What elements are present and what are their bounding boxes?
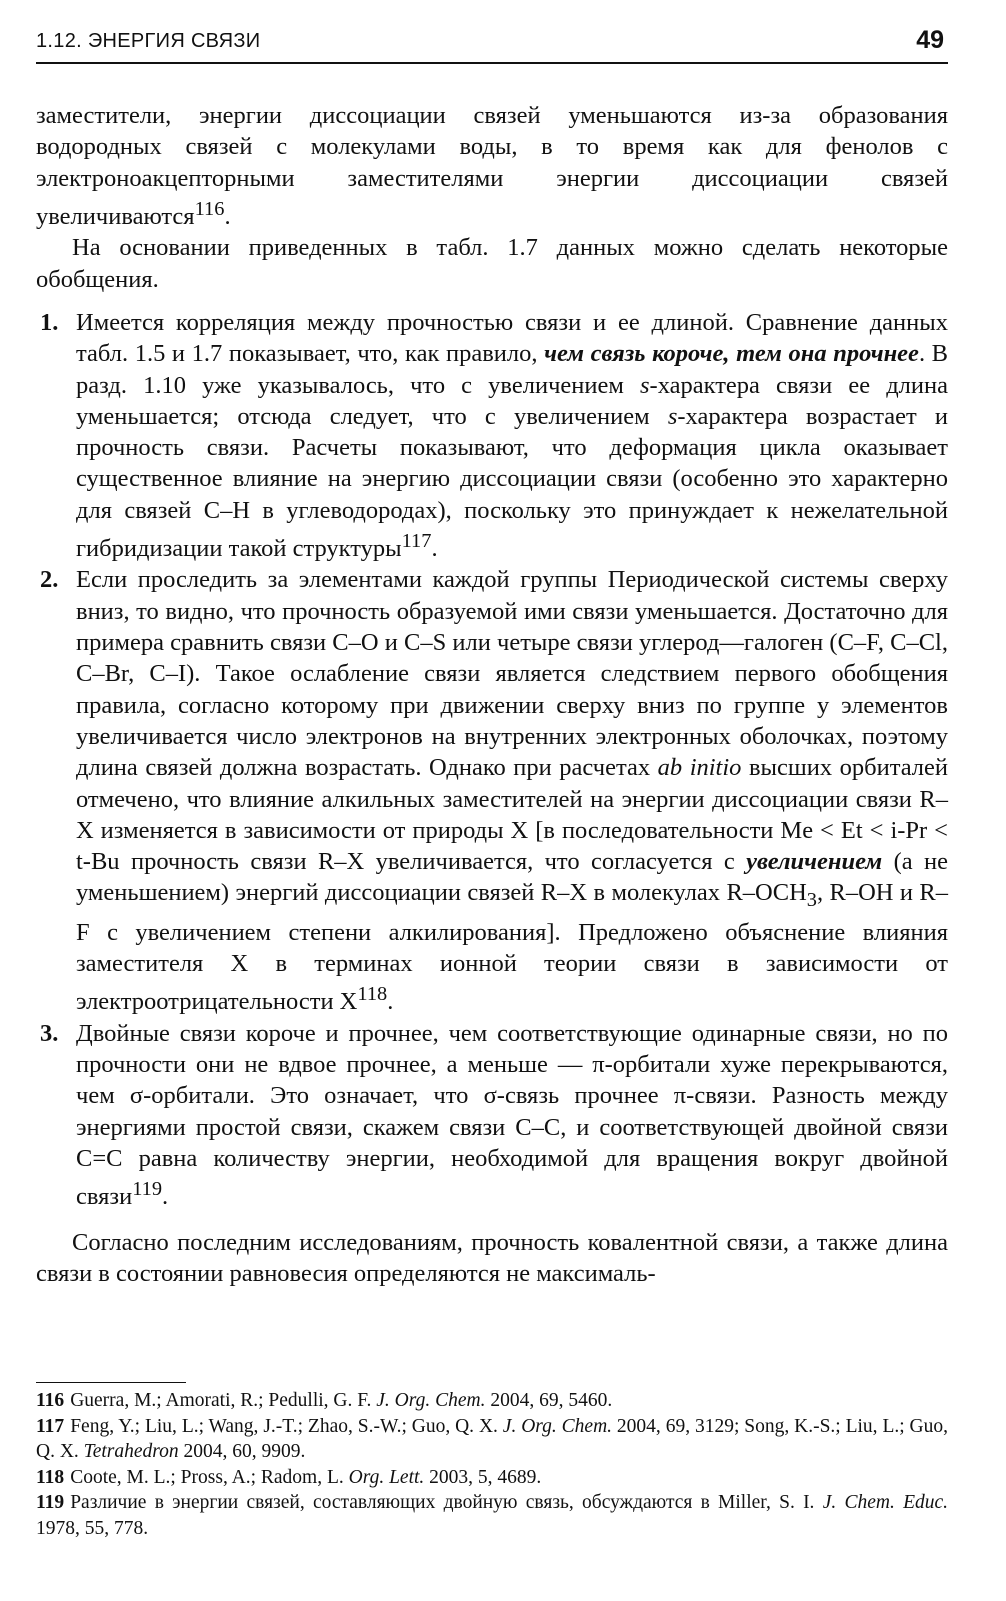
paragraph-final: Согласно последним исследованиям, прочность ковалентной связи, а также длина связи в состоянии равновесия определяются не максималь- xyxy=(36,1228,948,1287)
footnote: 118 Coote, M. L.; Pross, A.; Radom, L. Org. Lett. 2003, 5, 4689. xyxy=(36,1466,542,1488)
list-item: 3. Двойные связи короче и прочнее, чем соответствующие одинарные связи, но по прочности они не вдвое прочнее, а меньше — π-орбитали хуже перекрываются, чем σ-орбитали. Это означает, что σ-связь прочнее π-связи. Разность между энергиями простой связи, скажем связи C–C, и соответствующей двойной связи C=C равна количеству энергии, необходимой для вращения вокруг двойной связи$^{119}$. xyxy=(40,1019,948,1211)
list-item-number: 1. xyxy=(40,308,59,336)
list-item: 1. Имеется корреляция между прочностью связи и ее длиной. Сравнение данных табл. 1.5 и 1.7 показывает, что, как правило, чем связь короче, тем она прочнее. В разд. 1.10 уже указывалось, что с увеличением s-характера связи ее длина уменьшается; отсюда следует, что с увеличением s-характера возрастает и прочность связи. Расчеты показывают, что деформация цикла оказывает существенное влияние на энергию диссоциации связи (особенно это характерно для связей C–H в углеводородах), поскольку это принуждает к нежелательной гибридизации такой структуры$^{117}$. xyxy=(40,308,949,563)
italic-term: ab initio xyxy=(657,754,742,782)
footnote: 117 Feng, Y.; Liu, L.; Wang, J.-T.; Zhao, S.-W.; Guo, Q. X. J. Org. Chem. 2004, 69, 3129; Song, K.-S.; Liu, L.; Guo, Q. X. Tetrahedron 2004, 60, 9909. xyxy=(36,1415,948,1463)
list-item: 2. Если проследить за элементами каждой группы Периодической системы сверху вниз, то видно, что прочность образуемой ими связи уменьшается. Достаточно для примера сравнить связи C–O и C–S или четыре связи углерод—галоген (C–F, C–Cl, C–Br, C–I). Такое ослабление связи является следствием первого обобщения правила, согласно которому при движении сверху вниз по группе у элементов увеличивается число электронов на внутренних электронных оболочках, поэтому длина связей должна возрастать. Однако при расчетах ab initio высших орбиталей отмечено, что влияние алкильных заместителей на энергии диссоциации связи R–X изменяется в зависимости от природы X [в последовательности Me < Et < i-Pr < t-Bu прочность связи R–X увеличивается, что согласуется с увеличением (а не уменьшением) энергий диссоциации связей R–X в молекулах $R-OCH_3$, R–OH и R–F с увеличением степени алкилирования]. Предложено объяснение влияния заместителя X в терминах ионной теории связи в зависимости от электроотрицательности $X^{118}$. xyxy=(40,566,949,1016)
generalizations-list xyxy=(36,307,948,1213)
footnote-ref-119[interactable]: 119 xyxy=(132,1178,163,1201)
emphasis-text: увеличением xyxy=(746,848,883,876)
paragraph-continuation: заместители, энергии диссоциации связей уменьшаются из-за образования водородных связей с молекулами воды, в то время как для фенолов с электроноакцепторными заместителями энергии диссоциации связей увеличиваются$^{116}$. xyxy=(36,102,948,231)
footnote-ref-118[interactable]: 118 xyxy=(357,983,388,1006)
page-header xyxy=(36,24,948,64)
paragraph-generalizations-intro: На основании приведенных в табл. 1.7 данных можно сделать некоторые обобщения. xyxy=(36,234,948,293)
list-item-number: 3. xyxy=(40,1019,59,1047)
footnote: 119 Различие в энергии связей, составляющих двойную связь, обсуждаются в Miller, S. I. J. Chem. Educ. 1978, 55, 778. xyxy=(36,1492,949,1539)
footnote-ref-117[interactable]: 117 xyxy=(401,530,432,553)
emphasis-text: чем связь короче, тем она прочнее xyxy=(544,340,919,368)
list-item-number: 2. xyxy=(40,566,59,594)
footnote-divider xyxy=(36,1382,186,1383)
page-number: 49 xyxy=(916,26,944,54)
body-text xyxy=(36,100,948,1289)
running-head: 1.12. ЭНЕРГИЯ СВЯЗИ xyxy=(36,30,261,52)
footnote-ref-116[interactable]: 116 xyxy=(194,197,225,220)
footnotes xyxy=(36,1388,948,1542)
footnote: 116 Guerra, M.; Amorati, R.; Pedulli, G. F. J. Org. Chem. 2004, 69, 5460. xyxy=(36,1390,613,1411)
